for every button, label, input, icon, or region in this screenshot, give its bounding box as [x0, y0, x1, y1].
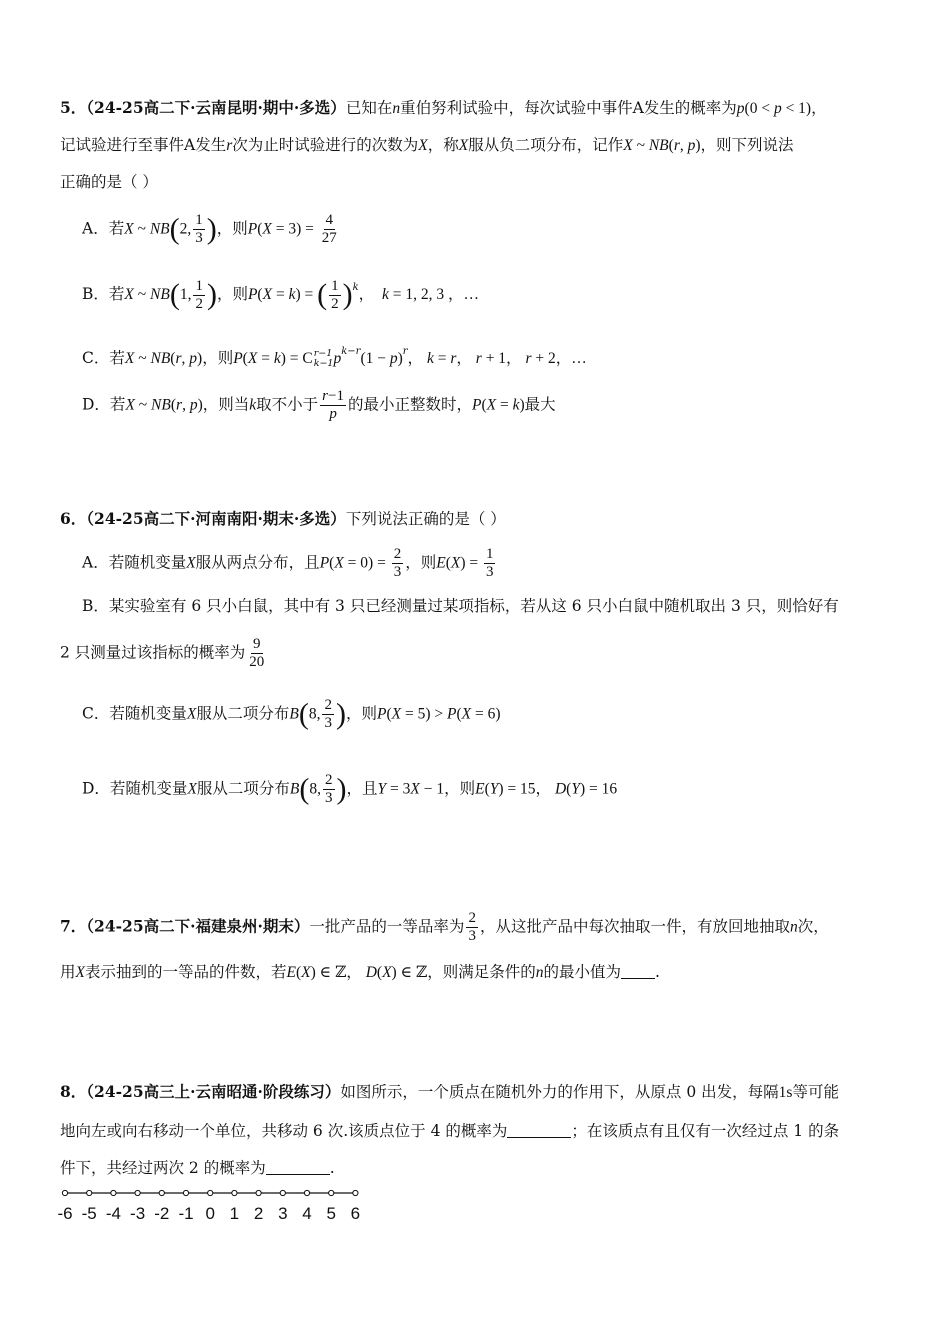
q8-unit: 1s	[778, 1084, 793, 1101]
q5-number: 5．	[60, 98, 87, 117]
q5-text: 服从负二项分布，记作	[468, 136, 624, 154]
q6-text: ，且	[346, 779, 378, 798]
q5-line-1: 5．（24-25高二下·云南昆明·期中·多选）已知在n重伯努利试验中，每次试验中事件A发生的概率为p(0 < p < 1)，	[60, 98, 827, 117]
number-line-label: -6	[57, 1204, 73, 1223]
number-line-label: -1	[178, 1204, 194, 1223]
q5-text: ，则当	[202, 395, 250, 414]
q8-line-3	[60, 1154, 900, 1182]
q8-source: （24-25高三上·云南昭通·阶段练习）	[86, 1082, 341, 1101]
number-line-label: 5	[326, 1204, 336, 1223]
number-line-point	[159, 1190, 164, 1195]
number-line-point	[111, 1190, 116, 1195]
q6-option-c-label: C．若随机变量	[82, 704, 187, 723]
q6-text: 服从二项分布	[196, 704, 290, 723]
q8-text: 如图所示，一个质点在随机外力的作用下，从原点 0 出发，每隔	[340, 1083, 779, 1101]
number-line-label: 4	[302, 1204, 312, 1223]
number-line-label: 1	[229, 1204, 240, 1223]
q7-text: 表示抽到的一等品的件数，若	[84, 963, 287, 981]
q5-line-2: 记试验进行至事件A发生r次为止时试验进行的次数为X，称X服从负二项分布，记作X ~ NB(r, p)，则下列说法	[60, 136, 794, 154]
q5-option-b: B．若X ~ NB(1, $\frac{1}{2}$ )，则P(X = k) = ( $\frac{1}{2}$ )$^k$， k = 1, 2, 3 ，…	[82, 277, 479, 312]
q6-text: ，则	[444, 779, 476, 798]
q6-option-a: A．若随机变量X服从两点分布，且P(X = 0) = $\frac{2}{3}$ ，则E(X) = $\frac{1}{3}$	[82, 546, 494, 580]
q8-text: .	[329, 1159, 335, 1177]
q6-option-b-line-2: 2 只测量过该指标的概率为 $\frac{9}{20}$	[60, 636, 265, 670]
number-line-point	[353, 1190, 358, 1195]
q5-option-c: C．若X ~ NB(r, p)，则P(X = k) = C r−1 k−1 $p^{k-r}(1 - p)^r$， k = r， r + 1， r + 2，…	[82, 346, 587, 369]
q5-option-d: D．若X ~ NB(r, p)，则当k取不小于 $\frac{r-1}{p}$ 的最小正整数时，P(X = k)最大	[82, 388, 556, 422]
q7-answer-blank[interactable]	[621, 960, 655, 979]
q8-text: 地向左或向右移动一个单位，共移动 6 次.该质点位于 4 的概率为	[60, 1122, 508, 1140]
number-line	[58, 1186, 368, 1200]
q5-text: 次为止时试验进行的次数为	[232, 136, 419, 154]
q6-option-a-label: A．若随机变量	[82, 553, 187, 572]
number-line-point	[232, 1190, 237, 1195]
q5-text: ，则下列说法	[700, 136, 794, 154]
q5-line-3: 正确的是（ ）	[60, 173, 158, 191]
q6-option-d-label: D．若随机变量	[82, 779, 188, 798]
q8-answer-blank-2[interactable]	[266, 1156, 330, 1175]
q5-text: ，称	[427, 136, 459, 154]
q6-stem: 下列说法正确的是（ ）	[345, 510, 506, 528]
number-line-point	[183, 1190, 188, 1195]
q5-text: 已知在	[345, 99, 393, 117]
number-line-point	[304, 1190, 309, 1195]
number-line-point	[256, 1190, 261, 1195]
q6-text: 服从二项分布	[196, 779, 290, 798]
q5-text: 的最小正整数时，	[347, 395, 472, 414]
q5-text: 记试验进行至事件A发生	[60, 136, 227, 154]
q7-number: 7．	[60, 916, 87, 936]
number-line-point	[329, 1190, 334, 1195]
number-line-point	[87, 1190, 92, 1195]
q8-text: ；在该质点有且仅有一次经过点 1 的条	[571, 1122, 840, 1140]
q5-text: ，则	[216, 285, 248, 303]
q6-option-b-line-1: B．某实验室有 6 只小白鼠，其中有 3 只已经测量过某项指标，若从这 6 只小白鼠中随机取出 3 只，则恰好有	[82, 597, 839, 615]
q7-line-1: 7．（24-25高二下·福建泉州·期末）一批产品的一等品率为 $\frac{2}{3}$ ，从这批产品中每次抽取一件，有放回地抽取n次，	[60, 910, 829, 944]
number-line-point	[135, 1190, 140, 1195]
q8-line-1	[60, 1078, 900, 1107]
q5-source: （24-25高二下·云南昆明·期中·多选）	[86, 98, 346, 117]
q6-option-d: D．若随机变量X服从二项分布B(8, $\frac{2}{3}$ )，且Y = 3X − 1，则E(Y) = 15， D(Y) = 16	[82, 772, 618, 806]
number-line-label: 3	[278, 1204, 288, 1223]
q7-source: （24-25高二下·福建泉州·期末）	[86, 916, 310, 936]
q7-text: 的最小值为	[543, 963, 622, 981]
q5-option-d-label: D．若	[82, 395, 126, 414]
q5-text: ，则	[202, 349, 234, 367]
q8-answer-blank-1[interactable]	[507, 1119, 571, 1138]
number-line-label: -3	[130, 1204, 146, 1223]
q7-text: 用	[60, 963, 76, 981]
q6-option-c: C．若随机变量X服从二项分布B(8, $\frac{2}{3}$ )，则P(X = 5) > P(X = 6)	[82, 697, 501, 731]
q6-line-1	[60, 505, 900, 533]
q5-option-a: A．若X ~ NB(2, $\frac{1}{3}$ )，则P(X = 3) = $\frac{4}{27}$	[82, 212, 337, 246]
number-line-label: 6	[350, 1204, 361, 1223]
number-line-label: 2	[253, 1204, 264, 1223]
number-line-label: -5	[81, 1204, 97, 1223]
q6-source: （24-25高二下·河南南阳·期末·多选）	[86, 509, 346, 528]
number-line-label: -2	[154, 1204, 170, 1223]
number-line-point	[208, 1190, 213, 1195]
number-line-point	[62, 1190, 67, 1195]
q8-line-2	[60, 1117, 900, 1145]
q8-text: 等可能	[792, 1083, 839, 1101]
q7-text: .	[655, 963, 660, 981]
number-line-label: -4	[105, 1204, 121, 1223]
number-line-point	[280, 1190, 285, 1195]
q7-text: 次，	[797, 917, 829, 936]
q7-text: 一批产品的一等品率为	[309, 917, 465, 936]
q5-text: ，则	[216, 219, 248, 238]
q7-text: ，则满足条件的	[427, 963, 536, 981]
number-line-label: 0	[205, 1204, 215, 1223]
q5-option-a-label: A．若	[82, 219, 125, 238]
q6-text: ，则	[345, 704, 377, 723]
q6-text: 服从两点分布，且	[195, 553, 320, 572]
q8-text: 件下，共经过两次 2 的概率为	[60, 1159, 266, 1177]
q5-option-b-label: B．若	[82, 285, 125, 303]
q5-option-c-label: C．若	[82, 349, 125, 367]
q8-number: 8．	[60, 1082, 87, 1101]
q6-text: ，则	[405, 553, 437, 572]
q5-text: 重伯努利试验中，每次试验中事件A发生的概率为	[400, 99, 737, 117]
q7-text: ，从这批产品中每次抽取一件，有放回地抽取	[479, 917, 790, 936]
q6-number: 6．	[60, 509, 87, 528]
q5-text: 取不小于	[256, 395, 319, 414]
q6-text: 2 只测量过该指标的概率为	[60, 643, 246, 662]
q5-text: 最大	[524, 395, 556, 414]
q7-line-2: 用X表示抽到的一等品的件数，若E(X) ∈ ℤ， D(X) ∈ ℤ，则满足条件的n的最小值为 .	[60, 958, 900, 987]
